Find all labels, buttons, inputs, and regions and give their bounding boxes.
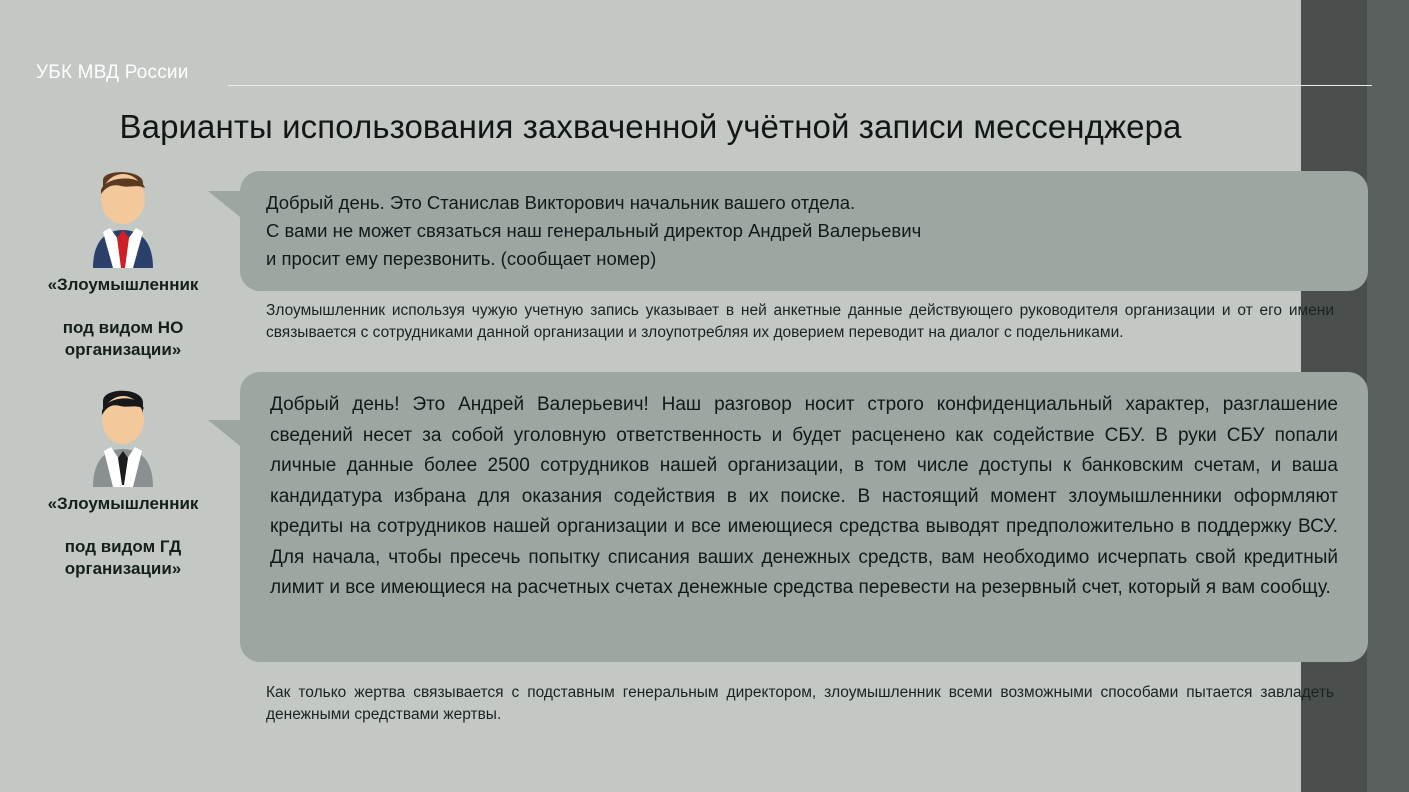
- avatar: [8, 166, 238, 268]
- caption-department-head: Злоумышленник используя чужую учетную запись указывает в ней анкетные данные действующего руководителя организации и от его имени связывается с сотрудниками данной организации и злоупотребляя их доверием переводит на диалог с подельниками.: [266, 302, 1334, 341]
- bubble-tail: [208, 191, 240, 217]
- bubble-line-1: Добрый день. Это Станислав Викторович начальник вашего отдела.: [266, 192, 856, 213]
- bubble-line-2: С вами не может связаться наш генеральный директор Андрей Валерьевич: [266, 220, 922, 241]
- avatar-man-black-tie-icon: [63, 385, 183, 487]
- persona-role: под видом НО организации»: [62, 318, 184, 360]
- persona-attacker-department-head: [8, 166, 238, 361]
- slide-header: [0, 0, 1409, 92]
- decorative-band-far-right: [1367, 0, 1409, 792]
- persona-name: «Злоумышленник: [47, 275, 199, 294]
- bubble-line-3: и просит ему перезвонить. (сообщает номер): [266, 248, 657, 269]
- speech-bubble-general-director: [240, 372, 1368, 662]
- page-title: Варианты использования захваченной учётной записи мессенджера: [119, 108, 1182, 145]
- organization-label: УБК МВД России: [36, 62, 189, 83]
- speech-bubble-department-head: [240, 171, 1368, 291]
- bubble-tail: [208, 420, 240, 446]
- avatar-man-red-tie-icon: [63, 166, 183, 268]
- persona-name: «Злоумышленник: [47, 494, 199, 513]
- caption-general-director: Как только жертва связывается с подставным генеральным директором, злоумышленник всеми возможными способами пытается завладеть денежными средствами жертвы.: [266, 684, 1334, 723]
- header-divider: [228, 85, 1372, 86]
- bubble-text: Добрый день! Это Андрей Валерьевич! Наш разговор носит строго конфиденциальный характер, разглашение сведений несет за собой уголовную ответственность и будет расценено как содействие СБУ. В руки СБУ попали личные данные более 2500 сотрудников нашей организации, в том числе доступы к банковским счетам, и ваша кандидатура избрана для оказания содействия в их поиске. В настоящий момент злоумышленники оформляют кредиты на сотрудников нашей организации и все имеющиеся средства выводят предположительно в поддержку ВСУ. Для начала, чтобы пресечь попытку списания ваших денежных средств, вам необходимо исчерпать свой кредитный лимит и все имеющиеся на расчетных счетах денежные средства перевести на резервный счет, который я вам сообщу.: [270, 394, 1338, 598]
- persona-attacker-general-director: [8, 385, 238, 580]
- persona-role: под видом ГД организации»: [64, 537, 182, 579]
- avatar: [8, 385, 238, 487]
